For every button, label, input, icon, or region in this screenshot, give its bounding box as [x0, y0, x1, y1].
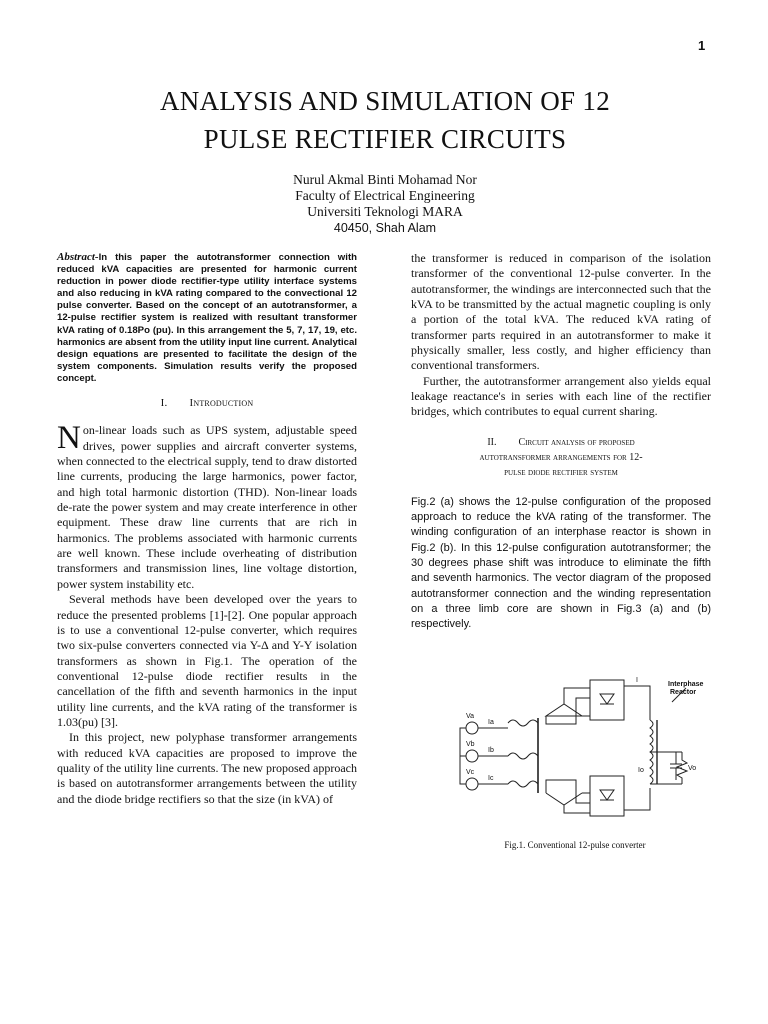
section-1-title: Introduction	[189, 397, 254, 410]
label-ib: Ib	[488, 747, 494, 754]
label-ic: Ic	[488, 775, 494, 782]
capacitor	[650, 752, 682, 784]
dc-bus	[624, 686, 650, 810]
abstract-lead: Abstract-	[57, 251, 99, 263]
affiliation-university: Universiti Teknologi MARA	[307, 204, 463, 219]
intro-paragraph-3: In this project, new polyphase transformer arrangements with reduced kVA capacities are proposed to improve the quality of the utility line currents. The new proposed approach is based on autotransformer arrangements between the utility and the diode bridge rectifiers so that the size (in kVA) of	[57, 730, 357, 806]
section-2-title-line-1: Circuit analysis of proposed	[518, 436, 635, 448]
abstract	[57, 251, 357, 385]
intro-paragraph-2: Several methods have been developed over the years to reduce the presented problems [1]-[2]. One popular approach is to use a conventional 12-pulse converter, which requires two six-pulse converters connected via Y-Δ and Y-Y isolation transformers as shown in Fig.1. The operation of the conventional 12-pulse diode rectifier results in the cancellation of the fifth and seventh harmonics in the input utility line currents, and the kVA rating of the transformer is 1.03(pu) [3].	[57, 592, 357, 729]
right-paragraph-1: the transformer is reduced in comparison of the isolation transformer of the conventional 12-pulse converter. In the autotransformer, the windings are interconnected such that the kVA to be transmitted by the actual magnetic coupling is only a portion of the total kVA. The reduced kVA rating of transformer parts required in an autotransformer to make it physically smaller, less costly, and higher efficiency than conventional transformers.	[411, 251, 711, 373]
title-line-2: PULSE RECTIFIER CIRCUITS	[203, 124, 567, 154]
source-a-icon	[466, 722, 478, 734]
label-interphase: Interphase	[668, 681, 704, 688]
page-number: 1	[698, 38, 706, 53]
section-2-title-line-2: autotransformer arrangements for 12-	[479, 451, 643, 463]
title-line-1: ANALYSIS AND SIMULATION OF 12	[159, 86, 611, 116]
section-1-heading	[57, 396, 357, 411]
section-1-number: I.	[160, 397, 168, 410]
primary-windings	[508, 720, 538, 787]
label-id: I	[636, 677, 638, 684]
section-2-heading	[411, 435, 711, 480]
circuit-diagram	[450, 668, 712, 833]
section-2-number: II.	[487, 436, 497, 448]
section-2-paragraph: Fig.2 (a) shows the 12-pulse configuration of the proposed approach to reduce the kVA rating of the transformer. The winding configuration of an interphase reactor is shown in Fig.2 (b). In this 12-pulse configuration autotransformer; the 30 degrees phase shift was introduce to eliminate the fifth and seventh harmonics. The vector diagram of the proposed autotransformer connection and the winding representation on a three limb core are shown in Fig.3 (a) and (b) respectively.	[411, 495, 711, 631]
diode-top-icon	[600, 694, 614, 704]
left-column	[57, 251, 357, 807]
author-block	[220, 172, 550, 236]
label-reactor: Reactor	[670, 689, 697, 696]
drop-cap: N	[57, 420, 81, 457]
delta-secondary	[546, 704, 582, 716]
paper-title	[60, 82, 710, 158]
author-name: Nurul Akmal Binti Mohamad Nor	[293, 172, 477, 187]
right-paragraph-2: Further, the autotransformer arrangement also yields equal leakage reactance's in series with each line of the rectifier bridges, which contributes to equal current sharing.	[411, 373, 711, 419]
source-c-icon	[466, 778, 478, 790]
label-vc: Vc	[466, 769, 475, 776]
bottom-bridge-wiring	[546, 780, 590, 813]
section-2-title-line-3: pulse diode rectifier system	[504, 466, 618, 478]
figure-1-caption: Fig.1. Conventional 12-pulse converter	[504, 840, 646, 850]
label-io: Io	[638, 767, 644, 774]
right-column	[411, 251, 711, 632]
affiliation-address: 40450, Shah Alam	[333, 221, 437, 235]
label-vo: Vo	[688, 765, 697, 772]
rectifier-bridge-bottom	[590, 776, 624, 816]
label-vb: Vb	[466, 741, 475, 748]
rectifier-bridge-top	[590, 680, 624, 720]
diode-bottom-icon	[600, 790, 614, 800]
intro-paragraph-1-text: on-linear loads such as UPS system, adjustable speed drives, power supplies and aircraft converter systems, when connected to the electrical supply, tend to draw distorted line currents, producing the large harmonics, power factor, and high total harmonic distortion (THD). Non-linear loads de-rate the power system and may create interference in other equipment. These draw line currents that are rich in harmonics. The problems associated with harmonic currents are well known. These include overheating of distribution transformers and transmission lines, line voltage distortion, power system instability etc.	[57, 423, 357, 591]
label-va: Va	[466, 713, 475, 720]
affiliation-faculty: Faculty of Electrical Engineering	[295, 188, 475, 203]
top-bridge-wiring	[546, 688, 590, 724]
intro-paragraph-1	[57, 420, 357, 592]
abstract-body: In this paper the autotransformer connection with reduced kVA capacities are presented for harmonic current reduction in power diode rectifier-type utility interface systems and also reducing in kVA rating compared to the convectional 12 pulse converter. Based on the concept of an autotransformer, a 12-pulse rectifier system is realized with resultant transformer kVA rating of 0.18Po (pu). In this arrangement the 5, 7, 17, 19, etc. harmonics are absent from the utility input line current. Analytical design equations are presented to facilitate the design of the system components. Simulation results verify the proposed concept.	[57, 252, 357, 384]
source-b-icon	[466, 750, 478, 762]
label-ia: Ia	[488, 719, 494, 726]
